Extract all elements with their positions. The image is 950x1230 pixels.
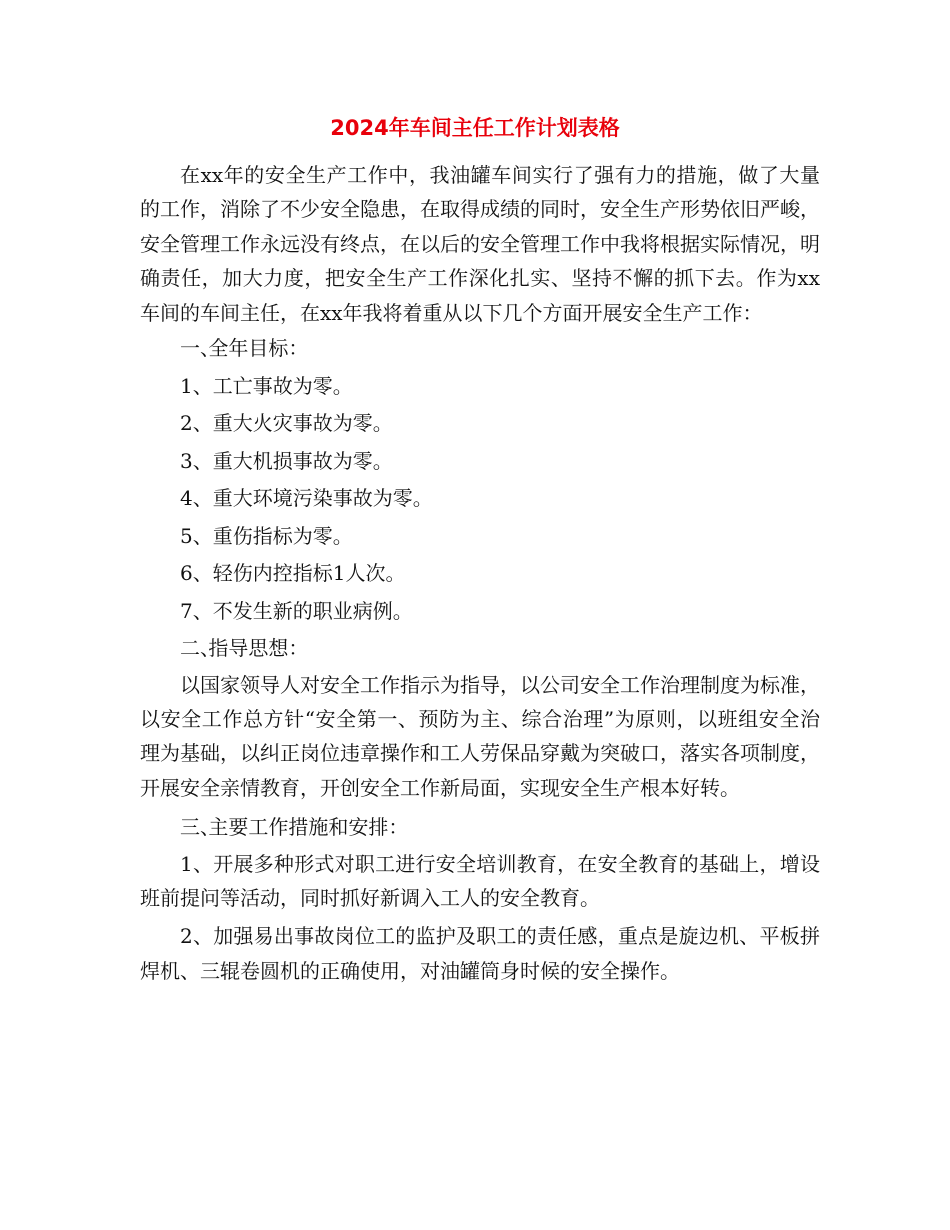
section-number: 三、 <box>180 815 220 840</box>
section-heading-text: 主要工作措施和安排： <box>208 815 409 840</box>
section-number: 一、 <box>180 336 220 361</box>
list-item: 5、重伤指标为零。 <box>180 523 353 548</box>
section-number: 二、 <box>180 636 220 661</box>
intro-paragraph: 在xx年的安全生产工作中，我油罐车间实行了强有力的措施，做了大量的工作，消除了不少安全隐患，在取得成绩的同时，安全生产形势依旧严峻，安全管理工作永远没有终点，在以后的安全管理工作中我将根据实际情况，明确责任，加大力度，把安全生产工作深化扎实、坚持不懈的抓下去。作为xx车间的车间主任，在xx年我将着重从以下几个方面开展安全生产工作： <box>140 163 820 325</box>
document-body <box>140 158 820 988</box>
section-heading-text: 指导思想： <box>208 636 309 661</box>
section-heading-goals <box>140 330 820 368</box>
section-heading-text: 全年目标： <box>208 336 309 361</box>
list-item: 7、不发生新的职业病例。 <box>180 598 413 623</box>
list-item: 2、重大火灾事故为零。 <box>180 411 393 436</box>
list-item: 4、重大环境污染事故为零。 <box>180 486 433 511</box>
document-title: 2024年车间主任工作计划表格 <box>330 116 620 140</box>
list-item: 6、轻伤内控指标1人次。 <box>180 561 406 586</box>
measure-paragraph: 2、加强易出事故岗位工的监护及职工的责任感，重点是旋边机、平板拼焊机、三辊卷圆机的正确使用，对油罐筒身时候的安全操作。 <box>140 924 820 983</box>
section-heading-guiding-ideology <box>140 630 820 668</box>
guiding-ideology-paragraph: 以国家领导人对安全工作指示为指导，以公司安全工作治理制度为标准，以安全工作总方针“安全第一、预防为主、综合治理”为原则，以班组安全治理为基础，以纠正岗位违章操作和工人劳保品穿戴为突破口，落实各项制度，开展安全亲情教育，开创安全工作新局面，实现安全生产根本好转。 <box>140 672 820 800</box>
list-item: 3、重大机损事故为零。 <box>180 448 393 473</box>
list-item: 1、工亡事故为零。 <box>180 373 353 398</box>
measure-paragraph: 1、开展多种形式对职工进行安全培训教育，在安全教育的基础上，增设班前提问等活动，同时抓好新调入工人的安全教育。 <box>140 851 820 911</box>
section-heading-measures <box>140 809 820 847</box>
